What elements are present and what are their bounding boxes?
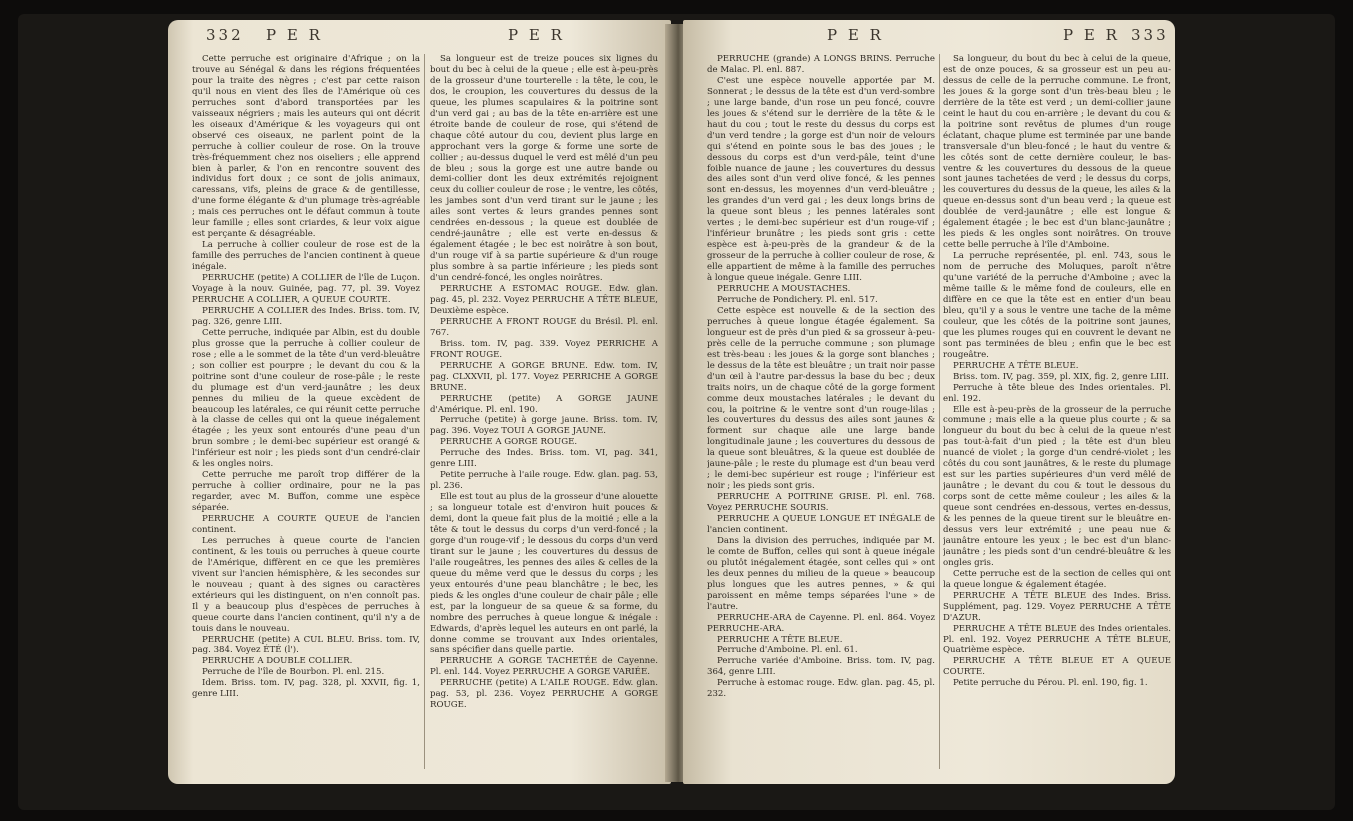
- paragraph: PERRUCHE (petite) A COLLIER de l'île de Luçon. Voyage à la nouv. Guinée, pag. 77, pl. 39. Voyez PERRUCHE A COLLIER, A QUEUE COURTE.: [192, 273, 420, 305]
- paragraph: Perruche à estomac rouge. Edw. glan. pag. 45, pl. 232.: [707, 678, 935, 700]
- paragraph: Cette perruche, indiquée par Albin, est du double plus grosse que la perruche à collier couleur de rose ; elle a le sommet de la tête d'un verd-bleuâtre ; son collier est pourpre ; le devant du cou & la poitrine sont d'une couleur de rose-pâle ; le reste du plumage est d'un verd-jaunâtre ; les deux pennes du milieu de la queue excèdent de beaucoup les latérales, ce qui réunit cette perruche à la classe de celles qui ont la queue inégalement étagée ; les yeux sont entourés d'une peau d'un brun sombre ; le demi-bec supérieur est orangé & l'inférieur est noir ; les pieds sont d'un cendré-clair & les ongles noirs.: [192, 327, 420, 470]
- paragraph: Cette perruche est originaire d'Afrique ; on la trouve au Sénégal & dans les régions fréquentées pour la traite des nègres ; c'est par cette raison qu'il nous en vient des îles de l'Amérique où ces perruches sont d'abord transportées par les vaisseaux négriers ; mais les auteurs qui ont décrit les oiseaux d'Amérique & les voyageurs qui ont observé ces oiseaux, ne parlent point de la perruche à collier couleur de rose. On la trouve très-fréquemment chez nos oiseliers ; elle apprend bien à parler, & l'on en rencontre souvent des individus fort doux ; ce sont de jolis animaux, caressans, vifs, pleins de grace & de gentillesse, d'une forme élégante & d'un plumage très-agréable ; mais ces perruches ont le défaut commun à toute leur famille ; elles sont criardes, & leur voix aigue est perçante & désagréable.: [192, 54, 420, 240]
- paragraph: Petite perruche du Pérou. Pl. enl. 190, fig. 1.: [953, 678, 1148, 689]
- paragraph: Petite perruche à l'aile rouge. Edw. glan. pag. 53, pl. 236.: [430, 470, 658, 492]
- paragraph: Perruche variée d'Amboine. Briss. tom. IV, pag. 364, genre LIII.: [707, 656, 935, 678]
- paragraph: PERRUCHE A GORGE BRUNE. Edw. tom. IV, pag. CLXXVII, pl. 177. Voyez PERRICHE A GORGE BRUNE.: [430, 360, 658, 393]
- paragraph: PERRUCHE A GORGE ROUGE.: [440, 437, 578, 448]
- paragraph: PERRUCHE (petite) A L'AILE ROUGE. Edw. glan. pag. 53, pl. 236. Voyez PERRUCHE A GORGE ROUGE.: [430, 678, 658, 711]
- paragraph: Sa longueur, du bout du bec à celui de la queue, est de onze pouces, & sa grosseur est un peu au-dessus de celle de la perruche commune. Le front, les joues & la gorge sont d'un très-beau bleu ; le derrière de la tête est verd ; un demi-collier jaune ceint le haut du cou en-arrière ; le devant du cou & la poitrine sont revêtus de plumes d'un rouge éclatant, chaque plume est terminée par une bande transversale d'un bleu-foncé ; le haut du ventre & les côtés sont de cette dernière couleur, le bas-ventre & les couvertures du dessous de la queue sont jaunes tachetées de verd ; le dessus du corps, les couvertures du dessus de la queue, les ailes & la queue en-dessus sont d'un beau verd ; la queue est doublée de verd-jaunâtre ; elle est longue & également étagée ; le bec est d'un blanc-jaunâtre ; les pieds & les ongles sont noirâtres. On trouve cette belle perruche à l'île d'Amboine.: [943, 54, 1171, 251]
- paragraph: PERRUCHE A TÊTE BLEUE.: [953, 360, 1079, 371]
- paragraph: Elle est à-peu-près de la grosseur de la perruche commune ; mais elle a la queue plus courte ; & sa longueur du bout du bec à celui de la queue n'est pas tout-à-fait d'un pied ; la tête est d'un bleu nuancé de violet ; la gorge d'un cendré-violet ; les côtés du cou sont jaunâtres, & le reste du plumage est sur les parties supérieures d'un verd mêlé de jaunâtre ; le devant du cou & tout le dessous du corps sont de cette même couleur ; les ailes & la queue sont cendrées en-dessous, vertes en-dessus, & les pennes de la queue tirent sur le bleuâtre en-dessus vers leur extrémité ; une peau nue & jaunâtre entoure les yeux ; le bec est d'un blanc-jaunâtre ; les pieds sont d'un cendré-bleuâtre & les ongles gris.: [943, 404, 1171, 568]
- paragraph: Perruche de Pondichery. Pl. enl. 517.: [717, 294, 878, 305]
- paragraph: PERRUCHE-ARA de Cayenne. Pl. enl. 864. Voyez PERRUCHE-ARA.: [707, 612, 935, 634]
- paragraph: Sa longueur est de treize pouces six lignes du bout du bec à celui de la queue ; elle est à-peu-près de la grosseur d'une tourterelle : la tête, le cou, le dos, le croupion, les couvertures du dessus de la queue, les plumes scapulaires & la poitrine sont d'un verd gai ; au bas de la tête en-arrière est une étroite bande de couleur de rose, qui s'étend de chaque côté autour du cou, devient plus large en approchant vers la gorge & forme une sorte de collier ; au-dessus duquel le verd est mêlé d'un peu de bleu ; sous la gorge est une autre bande ou demi-collier dont les deux extrémités rejoignent ceux du collier couleur de rose ; le ventre, les côtés, les jambes sont d'un verd tirant sur le jaune ; les ailes sont vertes & leurs grandes pennes sont cendrées en-dessous ; la queue est doublée de cendré-jaunâtre ; elle est verte en-dessus & également étagée ; le bec est noirâtre à son bout, d'un rouge vif à sa partie supérieure & d'un rouge plus sombre à sa partie inférieure ; les pieds sont d'un cendré-foncé, les ongles noirâtres.: [430, 54, 658, 284]
- paragraph: PERRUCHE A COLLIER des Indes. Briss. tom. IV, pag. 326, genre LIII.: [192, 305, 420, 327]
- paragraph: La perruche à collier couleur de rose est de la famille des perruches de l'ancien continent à queue inégale.: [192, 240, 420, 273]
- running-head: P E R: [827, 26, 884, 44]
- paragraph: Idem. Briss. tom. IV, pag. 328, pl. XXVII, fig. 1, genre LIII.: [192, 678, 420, 700]
- paragraph: PERRUCHE (grande) A LONGS BRINS. Perruche de Malac. Pl. enl. 887.: [707, 54, 935, 75]
- running-head: P E R: [508, 26, 565, 44]
- paragraph: Perruche des Indes. Briss. tom. VI, pag. 341, genre LIII.: [430, 448, 658, 470]
- paragraph: C'est une espèce nouvelle apportée par M. Sonnerat ; le dessus de la tête est d'un verd-sombre ; une large bande, d'un rose un peu foncé, couvre les joues & s'étend sur le derrière de la tête & le haut du cou ; tout le reste du dessus du corps est d'un verd tendre ; la gorge est d'un noir de velours qui s'étend en pointe sous le bas des joues ; le dessous du corps est d'un verd-pâle, teint d'une foible nuance de jaune ; les couvertures du dessus des ailes sont d'un verd olive foncé, & les pennes sont en-dessus, les moyennes d'un verd-bleuâtre ; les grandes d'un verd gai ; les deux longs brins de la queue sont bleus ; les pennes latérales sont vertes ; le demi-bec supérieur est d'un rouge-vif ; l'inférieur brunâtre ; les pieds sont gris : cette espèce est à-peu-près de la grandeur & de la grosseur de la perruche à collier couleur de rose, & elle appartient de même à la famille des perruches à longue queue inégale. Genre LIII.: [707, 75, 935, 284]
- paragraph: Les perruches à queue courte de l'ancien continent, & les touis ou perruches à queue courte de l'Amérique, diffèrent en ce que les premières vivent sur l'ancien hémisphère, & les secondes sur le nouveau ; quant à des signes ou caractères extérieurs qui les distinguent, on n'en connoît pas. Il y a beaucoup plus d'espèces de perruches à queue courte dans l'ancien continent, qu'il n'y a de touis dans le nouveau.: [192, 535, 420, 634]
- column-rule: [424, 54, 425, 769]
- paragraph: PERRUCHE (petite) A GORGE JAUNE d'Amérique. Pl. enl. 190.: [430, 393, 658, 415]
- paragraph: Dans la division des perruches, indiquée par M. le comte de Buffon, celles qui sont à queue inégale ou plutôt inégalement étagée, sont celles qui » ont les deux pennes du milieu de la queue » beaucoup plus longues que les autres pennes, » & qui paroissent en même temps séparées l'une » de l'autre.: [707, 535, 935, 612]
- paragraph: PERRUCHE A GORGE TACHETÉE de Cayenne. Pl. enl. 144. Voyez PERRUCHE A GORGE VARIÉE.: [430, 656, 658, 678]
- page-number: 333: [1131, 26, 1169, 44]
- text-column-right: [943, 54, 1171, 774]
- running-head: P E R: [266, 26, 323, 44]
- paragraph: Cette espèce est nouvelle & de la section des perruches à queue longue étagée également. Sa longueur est de près d'un pied & sa grosseur à-peu-près celle de la perruche commune ; son plumage est très-beau : les joues & la gorge sont blanches ; le dessus de la tête est bleuâtre ; un trait noir passe d'un œil à l'autre par-dessus la base du bec ; deux traits noirs, un de chaque côté de la gorge forment comme deux moustaches latérales ; le devant du cou, la poitrine & le ventre sont d'un rouge-lilas ; les couvertures du dessus des ailes sont jaunes & forment sur chaque aile une large bande longitudinale jaune ; les couvertures du dessous de la queue sont bleuâtres, & la queue est doublée de jaune-pâle ; le reste du plumage est d'un beau verd ; le demi-bec supérieur est rouge ; l'inférieur est noir ; les pieds sont gris.: [707, 305, 935, 492]
- paragraph: PERRUCHE A TÊTE BLEUE.: [717, 634, 843, 645]
- column-rule: [939, 54, 940, 769]
- right-page: [683, 20, 1175, 784]
- paragraph: PERRUCHE A MOUSTACHES.: [717, 284, 851, 295]
- paragraph: PERRUCHE A QUEUE LONGUE ET INÉGALE de l'ancien continent.: [707, 514, 935, 535]
- left-page: [168, 20, 671, 784]
- paragraph: Perruche à tête bleue des Indes orientales. Pl. enl. 192.: [943, 382, 1171, 404]
- paragraph: Elle est tout au plus de la grosseur d'une alouette ; sa longueur totale est d'environ huit pouces & demi, dont la queue fait plus de la moitié ; elle a la tête & tout le dessus du corps d'un verd-foncé ; la gorge d'un rouge-vif ; le dessous du corps d'un verd tirant sur le jaune ; les couvertures du dessus de l'aile rougeâtres, les pennes des ailes & celles de la queue du même verd que le dessus du corps ; les yeux entourés d'une peau blanchâtre ; le bec, les pieds & les ongles d'une couleur de chair pâle ; elle est, par la longueur de sa queue & sa forme, du nombre des perruches à queue longue & inégale : Edwards, d'après lequel les auteurs en ont parlé, la donne comme se trouvant aux Indes orientales, sans spécifier dans quelle partie.: [430, 492, 658, 656]
- paragraph: PERRUCHE A TÊTE BLEUE ET A QUEUE COURTE.: [943, 656, 1171, 678]
- paragraph: PERRUCHE A POITRINE GRISE. Pl. enl. 768. Voyez PERRUCHE SOURIS.: [707, 492, 935, 514]
- paragraph: Cette perruche est de la section de celles qui ont la queue longue & également étagée.: [943, 568, 1171, 590]
- paragraph: PERRUCHE A TÊTE BLEUE des Indes. Briss. Supplément, pag. 129. Voyez PERRUCHE A TÊTE D'AZUR.: [943, 590, 1171, 623]
- running-head: P E R: [1063, 26, 1120, 44]
- paragraph: PERRUCHE A COURTE QUEUE de l'ancien continent.: [192, 514, 420, 535]
- paragraph: Briss. tom. IV, pag. 359, pl. XIX, fig. 2, genre LIII.: [953, 371, 1169, 382]
- paragraph: PERRUCHE A DOUBLE COLLIER.: [202, 656, 353, 667]
- paragraph: La perruche représentée, pl. enl. 743, sous le nom de perruche des Moluques, paroît n'être qu'une variété de la perruche d'Amboine ; avec la même taille & le même fond de couleurs, elle en diffère en ce que la tête est en entier d'un beau bleu, qu'il y a sous le ventre une tache de la même couleur, que les côtés de la poitrine sont jaunes, que les plumes rouges qui en couvrent le devant ne sont pas terminées de bleu ; enfin que le bec est rougeâtre.: [943, 251, 1171, 360]
- paragraph: Cette perruche me paroît trop différer de la perruche à collier ordinaire, pour ne la pas regarder, avec M. Buffon, comme une espèce séparée.: [192, 470, 420, 514]
- paragraph: PERRUCHE (petite) A CUL BLEU. Briss. tom. IV, pag. 384. Voyez ÉTÉ (l').: [192, 634, 420, 656]
- paragraph: Perruche (petite) à gorge jaune. Briss. tom. IV, pag. 396. Voyez TOUI A GORGE JAUNE.: [430, 415, 658, 437]
- text-column-left: [192, 54, 420, 774]
- page-number: 332: [206, 26, 244, 44]
- paragraph: Briss. tom. IV, pag. 339. Voyez PERRICHE A FRONT ROUGE.: [430, 338, 658, 360]
- paragraph: Perruche d'Amboine. Pl. enl. 61.: [717, 645, 858, 656]
- text-column-right: [430, 54, 658, 774]
- paragraph: Perruche de l'île de Bourbon. Pl. enl. 215.: [202, 667, 385, 678]
- paragraph: PERRUCHE A FRONT ROUGE du Brésil. Pl. enl. 767.: [430, 316, 658, 338]
- paragraph: PERRUCHE A ESTOMAC ROUGE. Edw. glan. pag. 45, pl. 232. Voyez PERRUCHE A TÊTE BLEUE, Deuxième espèce.: [430, 284, 658, 316]
- paragraph: PERRUCHE A TÊTE BLEUE des Indes orientales. Pl. enl. 192. Voyez PERRUCHE A TÊTE BLEUE, Quatrième espèce.: [943, 623, 1171, 656]
- text-column-left: [707, 54, 935, 774]
